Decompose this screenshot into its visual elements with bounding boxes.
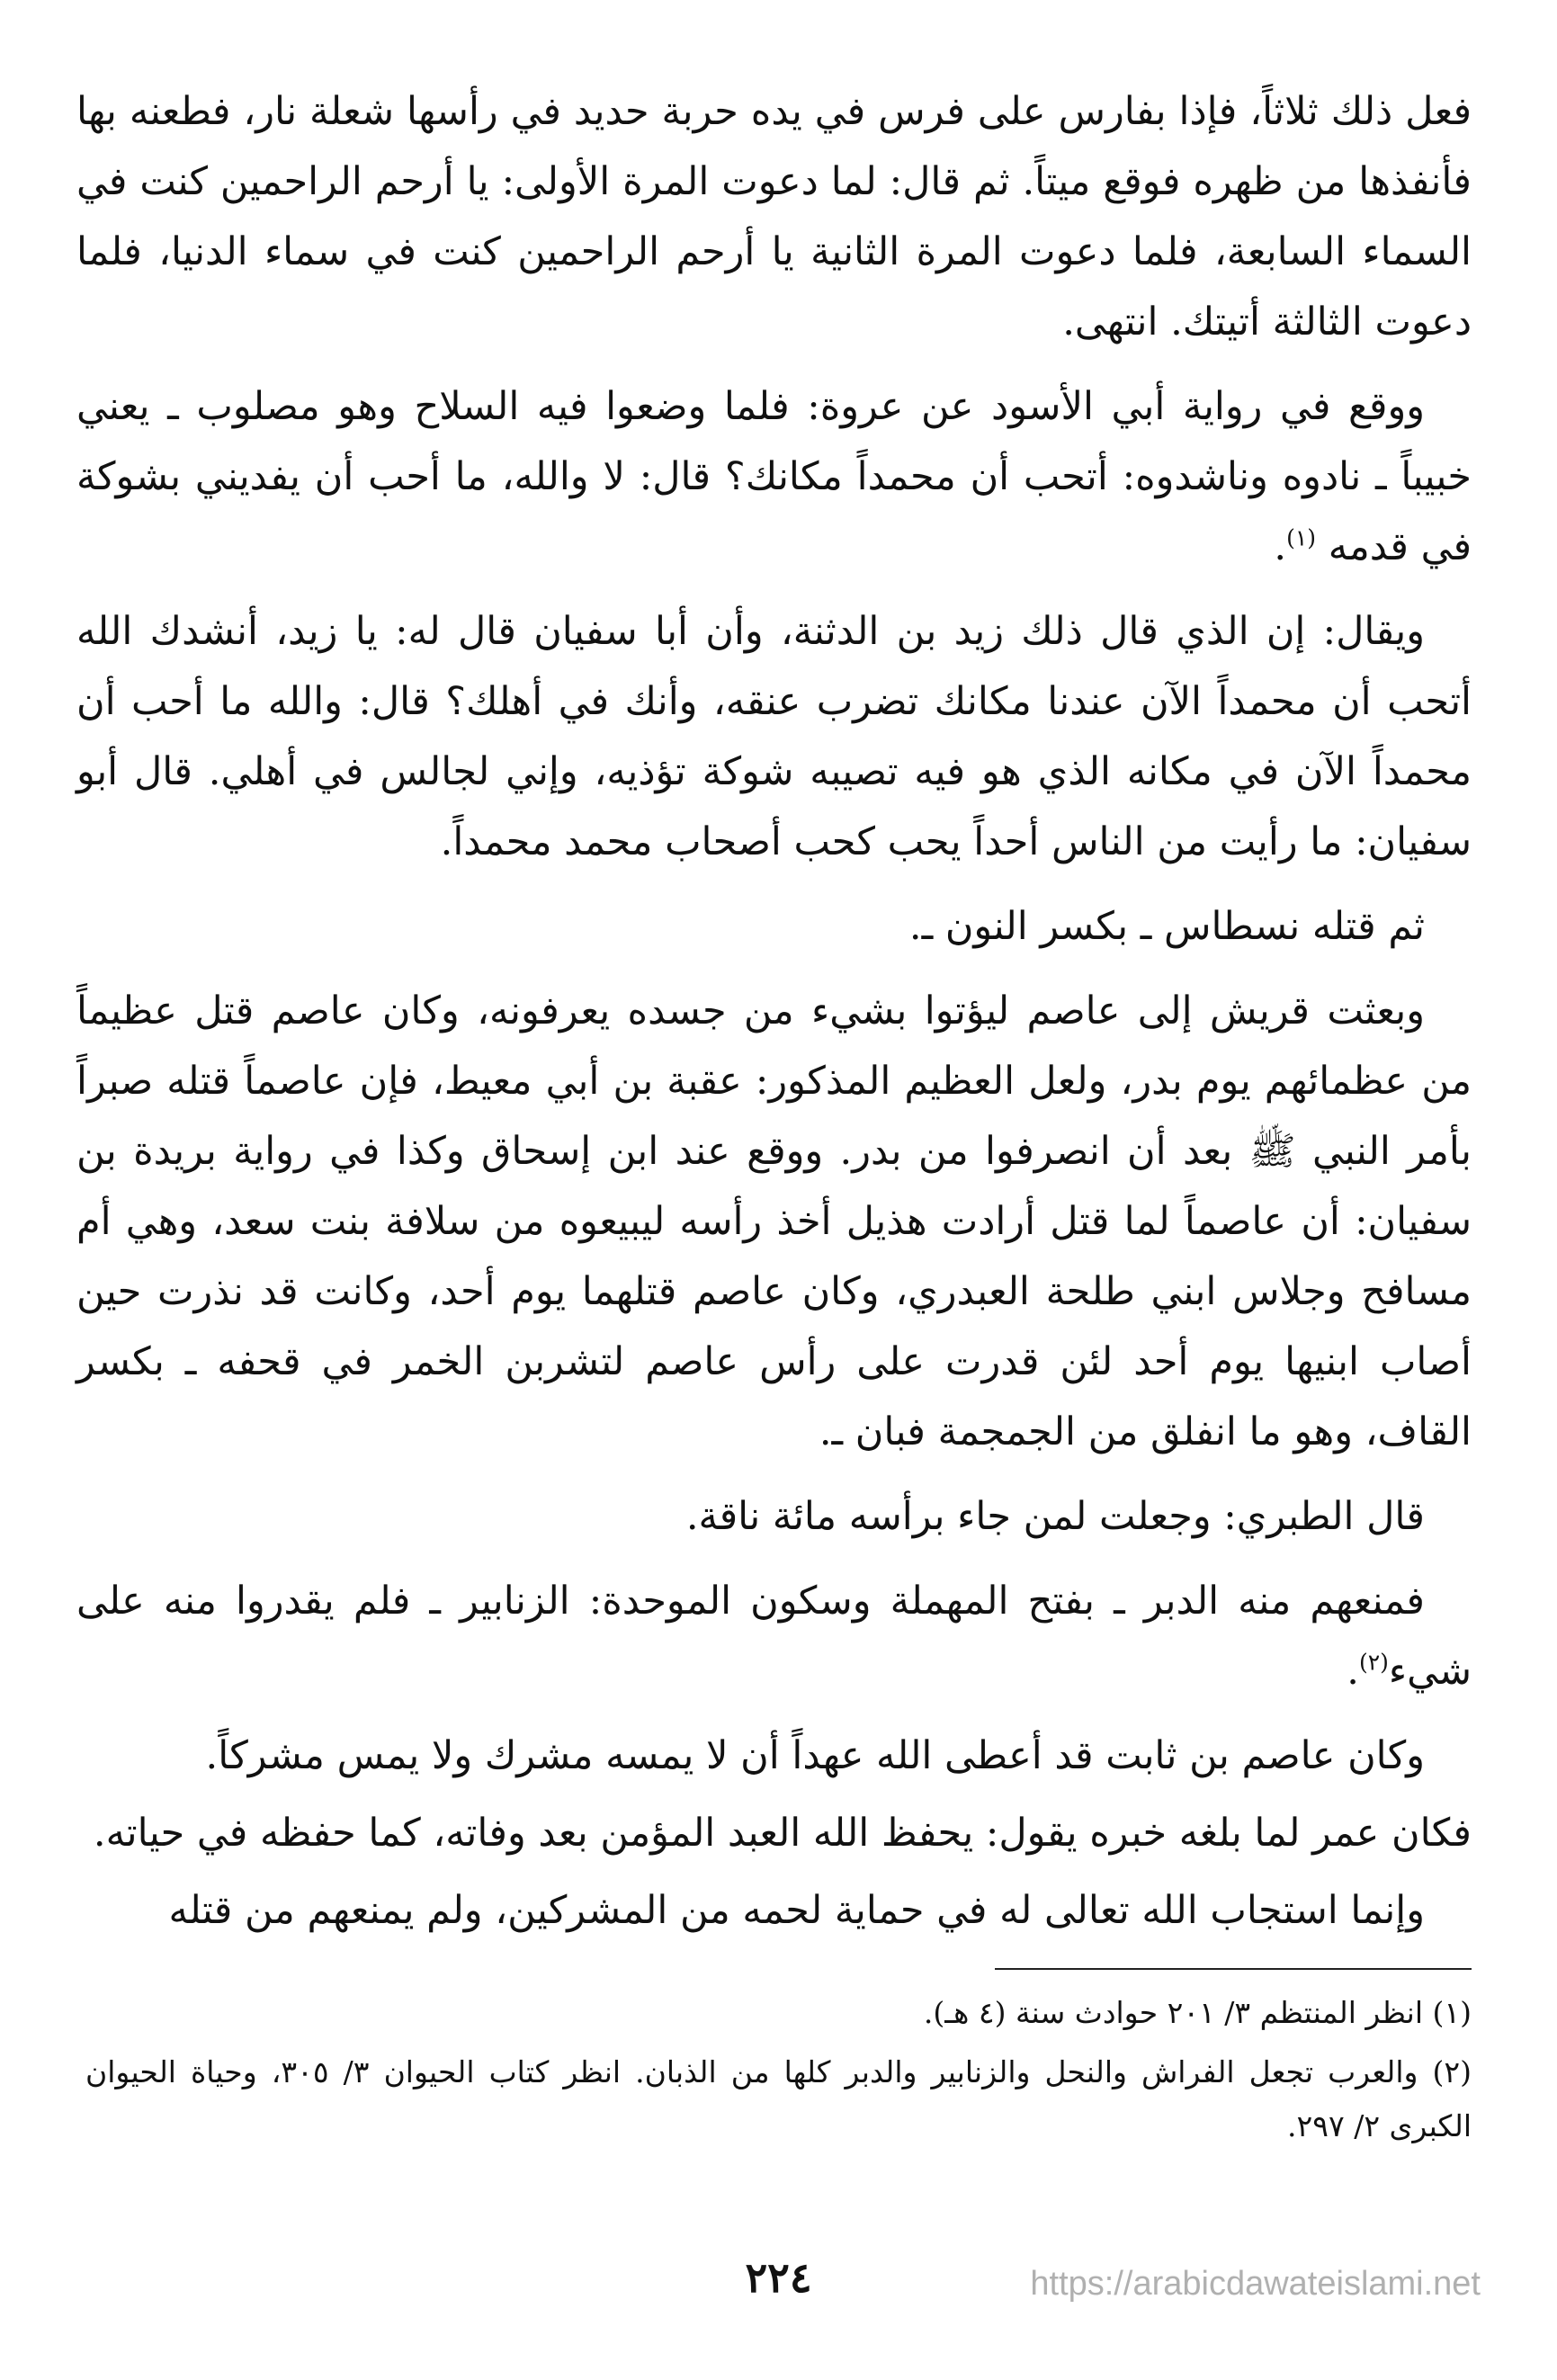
paragraph-4: ثم قتله نسطاس ـ بكسر النون ـ.	[908, 904, 1425, 949]
paragraph-8: وكان عاصم بن ثابت قد أعطى الله عهداً أن لا يمسه مشرك ولا يمس مشركاً.	[205, 1733, 1425, 1778]
paragraph-10: وإنما استجاب الله تعالى له في حماية لحمه من المشركين، ولم يمنعهم من قتله	[168, 1888, 1425, 1933]
footnotes	[85, 1986, 1472, 2159]
footnote-divider	[995, 1968, 1472, 1970]
paragraph-3: ويقال: إن الذي قال ذلك زيد بن الدثنة، وأن أبا سفيان قال له: يا زيد، أنشدك الله أتحب أن محمداً الآن عندنا مكانك تضرب عنقه، وأنك في أهلك؟ قال: والله ما أحب أن محمداً الآن في مكانه الذي هو فيه تصيبه شوكة تؤذيه، وإني لجالس في أهلي. قال أبو سفيان: ما رأيت من الناس أحداً يحب كحب أصحاب محمد محمداً.	[76, 609, 1472, 864]
footnote-ref-1[interactable]: (١)	[1286, 524, 1317, 551]
watermark-url: https://arabicdawateislami.net	[1030, 2265, 1481, 2303]
footnote-1: (١) انظر المنتظم ٣/ ٢٠١ حوادث سنة (٤ هـ).	[923, 1995, 1472, 2030]
paragraph-7: فمنعهم منه الدبر ـ بفتح المهملة وسكون الموحدة: الزنابير ـ فلم يقدروا منه على شيء$^{(٢)}$.	[76, 1579, 1472, 1694]
footnote-ref-2[interactable]: (٢)	[1358, 1649, 1389, 1676]
main-text	[76, 76, 1472, 1960]
page-number: ٢٢٤	[745, 2253, 812, 2302]
paragraph-1: فعل ذلك ثلاثاً، فإذا بفارس على فرس في يده حربة حديد في رأسها شعلة نار، فطعنه بها فأنفذها من ظهره فوقع ميتاً. ثم قال: لما دعوت المرة الأولى: يا أرحم الراحمين كنت في السماء السابعة، فلما دعوت المرة الثانية يا أرحم الراحمين كنت في سماء الدنيا، فلما دعوت الثالثة أتيتك. انتهى.	[76, 89, 1472, 344]
paragraph-6: قال الطبري: وجعلت لمن جاء برأسه مائة ناقة.	[685, 1494, 1425, 1539]
footnote-2: (٢) والعرب تجعل الفراش والنحل والزنابير والدبر كلها من الذبان. انظر كتاب الحيوان ٣/ ٣٠٥، وحياة الحيوان الكبرى ٢/ ٢٩٧.	[85, 2054, 1472, 2143]
paragraph-9: فكان عمر لما بلغه خبره يقول: يحفظ الله العبد المؤمن بعد وفاته، كما حفظه في حياته.	[93, 1811, 1472, 1856]
paragraph-5: وبعثت قريش إلى عاصم ليؤتوا بشيء من جسده يعرفونه، وكان عاصم قتل عظيماً من عظمائهم يوم بدر، ولعل العظيم المذكور: عقبة بن أبي معيط، فإن عاصماً قتله صبراً بأمر النبي ﷺ بعد أن انصرفوا من بدر. ووقع عند ابن إسحاق وكذا في رواية بريدة بن سفيان: أن عاصماً لما قتل أرادت هذيل أخذ رأسه ليبيعوه من سلافة بنت سعد، وهي أم مسافح وجلاس ابني طلحة العبدري، وكان عاصم قتلهما يوم أحد، وكانت قد نذرت حين أصاب ابنيها يوم أحد لئن قدرت على رأس عاصم لتشربن الخمر في قحفه ـ بكسر القاف، وهو ما انفلق من الجمجمة فبان ـ.	[76, 989, 1472, 1454]
paragraph-2: ووقع في رواية أبي الأسود عن عروة: فلما وضعوا فيه السلاح وهو مصلوب ـ يعني خبيباً ـ نادوه وناشدوه: أتحب أن محمداً مكانك؟ قال: لا والله، ما أحب أن يفديني بشوكة في قدمه $^{(١)}$.	[76, 384, 1472, 569]
